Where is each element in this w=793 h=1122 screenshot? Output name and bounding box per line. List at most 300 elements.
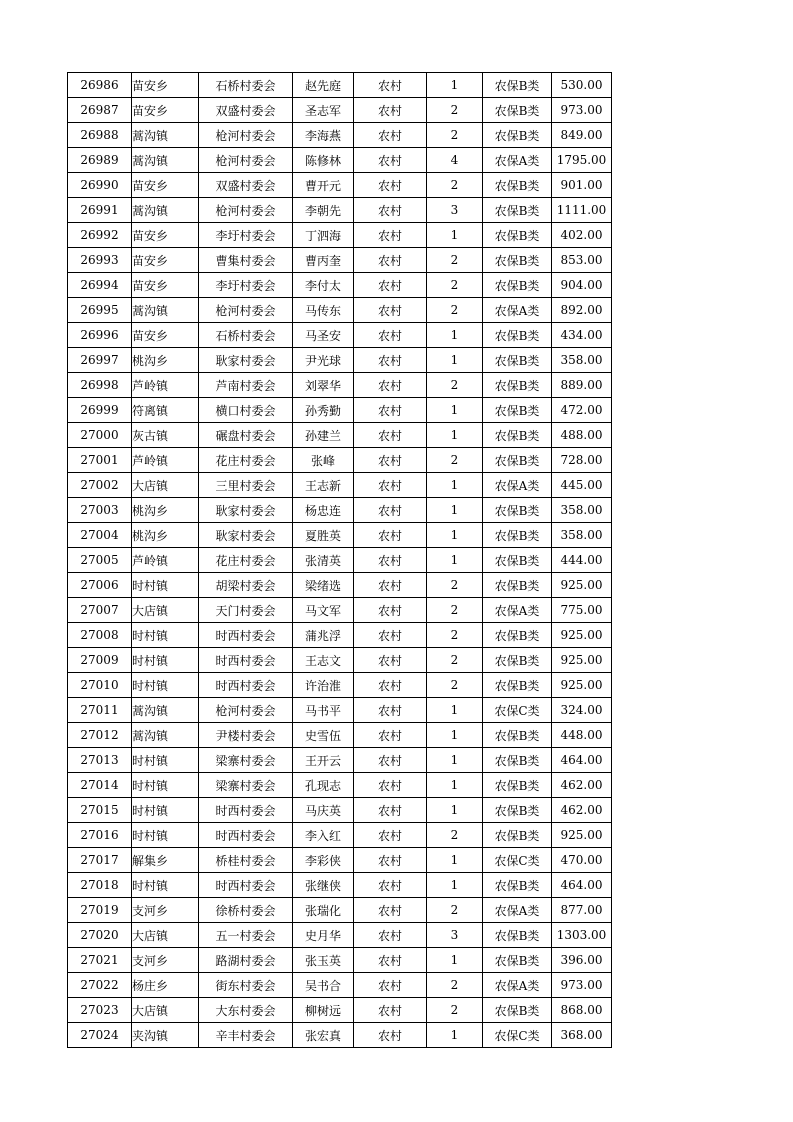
insurance-category-cell: 农保C类 — [483, 848, 552, 873]
person-name-cell: 李朝先 — [293, 198, 354, 223]
amount-cell: 472.00 — [552, 398, 612, 423]
person-name-cell: 王开云 — [293, 748, 354, 773]
household-type-cell: 农村 — [354, 298, 427, 323]
table-row — [68, 998, 612, 1023]
insurance-category-cell: 农保A类 — [483, 148, 552, 173]
insurance-category-cell: 农保B类 — [483, 398, 552, 423]
household-type-cell: 农村 — [354, 473, 427, 498]
member-count-cell: 3 — [427, 923, 483, 948]
insurance-category-cell: 农保B类 — [483, 98, 552, 123]
household-type-cell: 农村 — [354, 398, 427, 423]
insurance-category-cell: 农保B类 — [483, 373, 552, 398]
insurance-category-cell: 农保B类 — [483, 748, 552, 773]
amount-cell: 462.00 — [552, 798, 612, 823]
amount-cell: 464.00 — [552, 748, 612, 773]
member-count-cell: 2 — [427, 573, 483, 598]
table-row — [68, 723, 612, 748]
person-name-cell: 许治淮 — [293, 673, 354, 698]
insurance-category-cell: 农保B类 — [483, 623, 552, 648]
member-count-cell: 1 — [427, 548, 483, 573]
amount-cell: 889.00 — [552, 373, 612, 398]
record-id-cell: 26998 — [68, 373, 132, 398]
town-cell: 苗安乡 — [132, 98, 199, 123]
household-type-cell: 农村 — [354, 748, 427, 773]
amount-cell: 973.00 — [552, 98, 612, 123]
village-committee-cell: 芦南村委会 — [199, 373, 293, 398]
town-cell: 时村镇 — [132, 748, 199, 773]
table-row — [68, 123, 612, 148]
person-name-cell: 张清英 — [293, 548, 354, 573]
table-row — [68, 598, 612, 623]
town-cell: 时村镇 — [132, 873, 199, 898]
insurance-category-cell: 农保B类 — [483, 123, 552, 148]
town-cell: 桃沟乡 — [132, 348, 199, 373]
town-cell: 时村镇 — [132, 648, 199, 673]
amount-cell: 901.00 — [552, 173, 612, 198]
village-committee-cell: 耿家村委会 — [199, 498, 293, 523]
insurance-category-cell: 农保A类 — [483, 598, 552, 623]
village-committee-cell: 街东村委会 — [199, 973, 293, 998]
insurance-category-cell: 农保B类 — [483, 673, 552, 698]
town-cell: 支河乡 — [132, 948, 199, 973]
record-id-cell: 27021 — [68, 948, 132, 973]
insurance-category-cell: 农保A类 — [483, 898, 552, 923]
table-row — [68, 773, 612, 798]
person-name-cell: 赵先庭 — [293, 73, 354, 98]
household-type-cell: 农村 — [354, 798, 427, 823]
insurance-category-cell: 农保C类 — [483, 1023, 552, 1048]
village-committee-cell: 天门村委会 — [199, 598, 293, 623]
village-committee-cell: 双盛村委会 — [199, 98, 293, 123]
person-name-cell: 李海燕 — [293, 123, 354, 148]
village-committee-cell: 五一村委会 — [199, 923, 293, 948]
amount-cell: 530.00 — [552, 73, 612, 98]
member-count-cell: 2 — [427, 298, 483, 323]
amount-cell: 445.00 — [552, 473, 612, 498]
table-row — [68, 148, 612, 173]
household-type-cell: 农村 — [354, 898, 427, 923]
insurance-category-cell: 农保A类 — [483, 298, 552, 323]
town-cell: 支河乡 — [132, 898, 199, 923]
town-cell: 符离镇 — [132, 398, 199, 423]
amount-cell: 434.00 — [552, 323, 612, 348]
village-committee-cell: 梁寨村委会 — [199, 773, 293, 798]
member-count-cell: 2 — [427, 373, 483, 398]
village-committee-cell: 耿家村委会 — [199, 523, 293, 548]
town-cell: 大店镇 — [132, 598, 199, 623]
village-committee-cell: 石桥村委会 — [199, 323, 293, 348]
table-row — [68, 423, 612, 448]
record-id-cell: 27001 — [68, 448, 132, 473]
table-row — [68, 273, 612, 298]
amount-cell: 470.00 — [552, 848, 612, 873]
village-committee-cell: 时西村委会 — [199, 623, 293, 648]
village-committee-cell: 耿家村委会 — [199, 348, 293, 373]
insurance-category-cell: 农保B类 — [483, 773, 552, 798]
person-name-cell: 孙建兰 — [293, 423, 354, 448]
table-row — [68, 398, 612, 423]
insurance-category-cell: 农保B类 — [483, 873, 552, 898]
insurance-category-cell: 农保B类 — [483, 548, 552, 573]
household-type-cell: 农村 — [354, 698, 427, 723]
household-type-cell: 农村 — [354, 598, 427, 623]
household-type-cell: 农村 — [354, 373, 427, 398]
household-type-cell: 农村 — [354, 623, 427, 648]
household-type-cell: 农村 — [354, 948, 427, 973]
household-type-cell: 农村 — [354, 248, 427, 273]
record-id-cell: 27003 — [68, 498, 132, 523]
table-row — [68, 323, 612, 348]
village-committee-cell: 李圩村委会 — [199, 223, 293, 248]
member-count-cell: 2 — [427, 273, 483, 298]
household-type-cell: 农村 — [354, 873, 427, 898]
household-type-cell: 农村 — [354, 973, 427, 998]
amount-cell: 444.00 — [552, 548, 612, 573]
record-id-cell: 27010 — [68, 673, 132, 698]
town-cell: 蒿沟镇 — [132, 698, 199, 723]
insurance-category-cell: 农保B类 — [483, 248, 552, 273]
person-name-cell: 梁绪选 — [293, 573, 354, 598]
person-name-cell: 杨忠连 — [293, 498, 354, 523]
table-row — [68, 173, 612, 198]
person-name-cell: 蒲兆浮 — [293, 623, 354, 648]
table-row — [68, 573, 612, 598]
person-name-cell: 王志新 — [293, 473, 354, 498]
table-row — [68, 848, 612, 873]
household-type-cell: 农村 — [354, 323, 427, 348]
village-committee-cell: 时西村委会 — [199, 823, 293, 848]
village-committee-cell: 曹集村委会 — [199, 248, 293, 273]
town-cell: 时村镇 — [132, 573, 199, 598]
member-count-cell: 4 — [427, 148, 483, 173]
table-row — [68, 98, 612, 123]
insurance-category-cell: 农保B类 — [483, 323, 552, 348]
person-name-cell: 张玉英 — [293, 948, 354, 973]
amount-cell: 358.00 — [552, 498, 612, 523]
person-name-cell: 丁泗海 — [293, 223, 354, 248]
member-count-cell: 1 — [427, 223, 483, 248]
record-id-cell: 27009 — [68, 648, 132, 673]
member-count-cell: 1 — [427, 873, 483, 898]
amount-cell: 925.00 — [552, 573, 612, 598]
insurance-category-cell: 农保B类 — [483, 223, 552, 248]
village-committee-cell: 三里村委会 — [199, 473, 293, 498]
member-count-cell: 1 — [427, 423, 483, 448]
village-committee-cell: 徐桥村委会 — [199, 898, 293, 923]
household-type-cell: 农村 — [354, 848, 427, 873]
amount-cell: 1795.00 — [552, 148, 612, 173]
record-id-cell: 26994 — [68, 273, 132, 298]
village-committee-cell: 枪河村委会 — [199, 198, 293, 223]
table-row — [68, 548, 612, 573]
household-type-cell: 农村 — [354, 148, 427, 173]
record-id-cell: 26992 — [68, 223, 132, 248]
village-committee-cell: 花庄村委会 — [199, 548, 293, 573]
household-type-cell: 农村 — [354, 448, 427, 473]
table-row — [68, 673, 612, 698]
record-id-cell: 27006 — [68, 573, 132, 598]
member-count-cell: 2 — [427, 173, 483, 198]
table-row — [68, 623, 612, 648]
member-count-cell: 1 — [427, 498, 483, 523]
member-count-cell: 1 — [427, 1023, 483, 1048]
member-count-cell: 1 — [427, 348, 483, 373]
person-name-cell: 马庆英 — [293, 798, 354, 823]
table-row — [68, 523, 612, 548]
town-cell: 蒿沟镇 — [132, 148, 199, 173]
town-cell: 苗安乡 — [132, 223, 199, 248]
village-committee-cell: 时西村委会 — [199, 873, 293, 898]
record-id-cell: 27016 — [68, 823, 132, 848]
village-committee-cell: 枪河村委会 — [199, 698, 293, 723]
insurance-category-cell: 农保B类 — [483, 173, 552, 198]
member-count-cell: 1 — [427, 323, 483, 348]
table-body — [68, 73, 612, 1048]
person-name-cell: 马传东 — [293, 298, 354, 323]
person-name-cell: 李彩侠 — [293, 848, 354, 873]
town-cell: 时村镇 — [132, 673, 199, 698]
member-count-cell: 2 — [427, 823, 483, 848]
amount-cell: 973.00 — [552, 973, 612, 998]
insurance-category-cell: 农保B类 — [483, 573, 552, 598]
household-type-cell: 农村 — [354, 348, 427, 373]
household-type-cell: 农村 — [354, 823, 427, 848]
member-count-cell: 2 — [427, 998, 483, 1023]
record-id-cell: 27000 — [68, 423, 132, 448]
record-id-cell: 27019 — [68, 898, 132, 923]
table-row — [68, 223, 612, 248]
insurance-category-cell: 农保B类 — [483, 273, 552, 298]
amount-cell: 396.00 — [552, 948, 612, 973]
town-cell: 蒿沟镇 — [132, 298, 199, 323]
person-name-cell: 李入红 — [293, 823, 354, 848]
record-id-cell: 26989 — [68, 148, 132, 173]
amount-cell: 892.00 — [552, 298, 612, 323]
record-id-cell: 27017 — [68, 848, 132, 873]
insurance-category-cell: 农保B类 — [483, 998, 552, 1023]
person-name-cell: 夏胜英 — [293, 523, 354, 548]
village-committee-cell: 胡梁村委会 — [199, 573, 293, 598]
records-table — [67, 72, 612, 1048]
amount-cell: 358.00 — [552, 348, 612, 373]
household-type-cell: 农村 — [354, 673, 427, 698]
member-count-cell: 2 — [427, 973, 483, 998]
member-count-cell: 1 — [427, 773, 483, 798]
village-committee-cell: 辛丰村委会 — [199, 1023, 293, 1048]
record-id-cell: 27018 — [68, 873, 132, 898]
household-type-cell: 农村 — [354, 73, 427, 98]
record-id-cell: 27022 — [68, 973, 132, 998]
table-row — [68, 298, 612, 323]
village-committee-cell: 碾盘村委会 — [199, 423, 293, 448]
record-id-cell: 27002 — [68, 473, 132, 498]
town-cell: 蒿沟镇 — [132, 123, 199, 148]
table-row — [68, 648, 612, 673]
insurance-category-cell: 农保A类 — [483, 973, 552, 998]
member-count-cell: 2 — [427, 448, 483, 473]
insurance-category-cell: 农保B类 — [483, 198, 552, 223]
member-count-cell: 2 — [427, 598, 483, 623]
insurance-category-cell: 农保B类 — [483, 648, 552, 673]
insurance-category-cell: 农保B类 — [483, 923, 552, 948]
town-cell: 芦岭镇 — [132, 373, 199, 398]
town-cell: 时村镇 — [132, 773, 199, 798]
town-cell: 桃沟乡 — [132, 523, 199, 548]
village-committee-cell: 大东村委会 — [199, 998, 293, 1023]
table-row — [68, 698, 612, 723]
person-name-cell: 圣志军 — [293, 98, 354, 123]
town-cell: 桃沟乡 — [132, 498, 199, 523]
table-row — [68, 348, 612, 373]
amount-cell: 728.00 — [552, 448, 612, 473]
amount-cell: 925.00 — [552, 648, 612, 673]
person-name-cell: 孔现志 — [293, 773, 354, 798]
person-name-cell: 李付太 — [293, 273, 354, 298]
insurance-category-cell: 农保B类 — [483, 523, 552, 548]
household-type-cell: 农村 — [354, 173, 427, 198]
table-row — [68, 873, 612, 898]
amount-cell: 1111.00 — [552, 198, 612, 223]
person-name-cell: 孙秀勤 — [293, 398, 354, 423]
person-name-cell: 刘翠华 — [293, 373, 354, 398]
village-committee-cell: 双盛村委会 — [199, 173, 293, 198]
town-cell: 苗安乡 — [132, 248, 199, 273]
record-id-cell: 27014 — [68, 773, 132, 798]
town-cell: 大店镇 — [132, 473, 199, 498]
insurance-category-cell: 农保B类 — [483, 348, 552, 373]
household-type-cell: 农村 — [354, 773, 427, 798]
household-type-cell: 农村 — [354, 98, 427, 123]
amount-cell: 448.00 — [552, 723, 612, 748]
amount-cell: 1303.00 — [552, 923, 612, 948]
town-cell: 蒿沟镇 — [132, 723, 199, 748]
amount-cell: 464.00 — [552, 873, 612, 898]
record-id-cell: 27005 — [68, 548, 132, 573]
record-id-cell: 27008 — [68, 623, 132, 648]
member-count-cell: 1 — [427, 73, 483, 98]
insurance-category-cell: 农保B类 — [483, 448, 552, 473]
household-type-cell: 农村 — [354, 548, 427, 573]
household-type-cell: 农村 — [354, 998, 427, 1023]
table-row — [68, 448, 612, 473]
record-id-cell: 26993 — [68, 248, 132, 273]
table-row — [68, 1023, 612, 1048]
record-id-cell: 27013 — [68, 748, 132, 773]
village-committee-cell: 尹楼村委会 — [199, 723, 293, 748]
table-row — [68, 948, 612, 973]
record-id-cell: 27011 — [68, 698, 132, 723]
person-name-cell: 尹光球 — [293, 348, 354, 373]
person-name-cell: 马文军 — [293, 598, 354, 623]
town-cell: 夹沟镇 — [132, 1023, 199, 1048]
member-count-cell: 1 — [427, 723, 483, 748]
household-type-cell: 农村 — [354, 573, 427, 598]
member-count-cell: 2 — [427, 248, 483, 273]
household-type-cell: 农村 — [354, 523, 427, 548]
amount-cell: 368.00 — [552, 1023, 612, 1048]
member-count-cell: 3 — [427, 198, 483, 223]
table-row — [68, 823, 612, 848]
town-cell: 苗安乡 — [132, 273, 199, 298]
village-committee-cell: 花庄村委会 — [199, 448, 293, 473]
household-type-cell: 农村 — [354, 648, 427, 673]
household-type-cell: 农村 — [354, 423, 427, 448]
record-id-cell: 26988 — [68, 123, 132, 148]
table-row — [68, 748, 612, 773]
insurance-category-cell: 农保B类 — [483, 73, 552, 98]
member-count-cell: 2 — [427, 673, 483, 698]
household-type-cell: 农村 — [354, 223, 427, 248]
village-committee-cell: 枪河村委会 — [199, 148, 293, 173]
person-name-cell: 马圣安 — [293, 323, 354, 348]
table-row — [68, 498, 612, 523]
member-count-cell: 1 — [427, 398, 483, 423]
amount-cell: 868.00 — [552, 998, 612, 1023]
village-committee-cell: 桥桂村委会 — [199, 848, 293, 873]
person-name-cell: 张峰 — [293, 448, 354, 473]
record-id-cell: 26999 — [68, 398, 132, 423]
insurance-category-cell: 农保B类 — [483, 948, 552, 973]
household-type-cell: 农村 — [354, 273, 427, 298]
amount-cell: 462.00 — [552, 773, 612, 798]
household-type-cell: 农村 — [354, 123, 427, 148]
town-cell: 苗安乡 — [132, 173, 199, 198]
member-count-cell: 1 — [427, 523, 483, 548]
member-count-cell: 1 — [427, 798, 483, 823]
village-committee-cell: 枪河村委会 — [199, 298, 293, 323]
town-cell: 苗安乡 — [132, 73, 199, 98]
insurance-category-cell: 农保B类 — [483, 798, 552, 823]
table-row — [68, 248, 612, 273]
table-row — [68, 798, 612, 823]
table-row — [68, 73, 612, 98]
village-committee-cell: 路湖村委会 — [199, 948, 293, 973]
town-cell: 芦岭镇 — [132, 548, 199, 573]
person-name-cell: 张继侠 — [293, 873, 354, 898]
amount-cell: 324.00 — [552, 698, 612, 723]
record-id-cell: 27023 — [68, 998, 132, 1023]
village-committee-cell: 李圩村委会 — [199, 273, 293, 298]
record-id-cell: 26991 — [68, 198, 132, 223]
record-id-cell: 27007 — [68, 598, 132, 623]
town-cell: 时村镇 — [132, 623, 199, 648]
town-cell: 时村镇 — [132, 823, 199, 848]
amount-cell: 925.00 — [552, 673, 612, 698]
village-committee-cell: 梁寨村委会 — [199, 748, 293, 773]
person-name-cell: 曹开元 — [293, 173, 354, 198]
table-row — [68, 898, 612, 923]
member-count-cell: 2 — [427, 123, 483, 148]
town-cell: 芦岭镇 — [132, 448, 199, 473]
record-id-cell: 26986 — [68, 73, 132, 98]
record-id-cell: 27004 — [68, 523, 132, 548]
household-type-cell: 农村 — [354, 923, 427, 948]
village-committee-cell: 横口村委会 — [199, 398, 293, 423]
record-id-cell: 26996 — [68, 323, 132, 348]
town-cell: 大店镇 — [132, 998, 199, 1023]
table-row — [68, 198, 612, 223]
household-type-cell: 农村 — [354, 498, 427, 523]
amount-cell: 358.00 — [552, 523, 612, 548]
insurance-category-cell: 农保B类 — [483, 723, 552, 748]
village-committee-cell: 枪河村委会 — [199, 123, 293, 148]
member-count-cell: 1 — [427, 748, 483, 773]
record-id-cell: 26987 — [68, 98, 132, 123]
village-committee-cell: 时西村委会 — [199, 673, 293, 698]
record-id-cell: 27015 — [68, 798, 132, 823]
household-type-cell: 农村 — [354, 723, 427, 748]
village-committee-cell: 石桥村委会 — [199, 73, 293, 98]
